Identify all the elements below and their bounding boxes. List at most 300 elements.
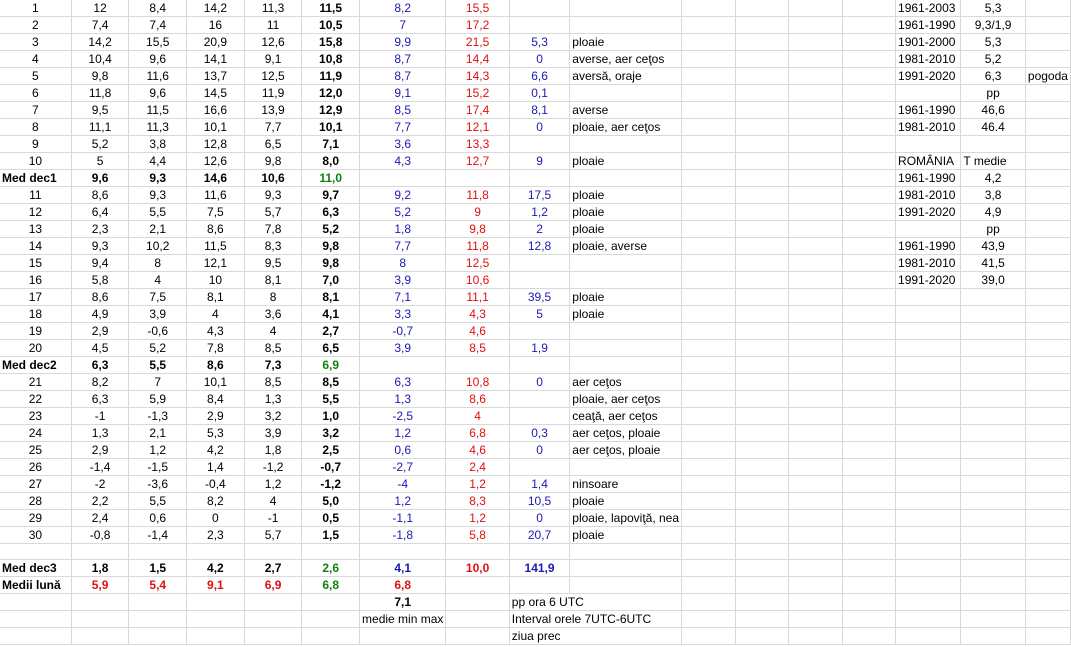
phenomena-cell[interactable]: ploaie [570, 493, 682, 510]
empty-cell[interactable] [682, 17, 736, 34]
value-cell-c3[interactable]: 1,4 [187, 459, 245, 476]
value-cell-c2[interactable]: 3,8 [129, 136, 187, 153]
max-temp-cell[interactable]: 9,8 [446, 221, 509, 238]
value-cell-c4[interactable] [244, 594, 302, 611]
empty-cell[interactable] [842, 476, 896, 493]
empty-cell[interactable] [842, 560, 896, 577]
empty-cell[interactable] [682, 340, 736, 357]
empty-cell[interactable] [735, 85, 789, 102]
min-temp-cell[interactable]: 7,7 [360, 238, 446, 255]
empty-cell[interactable] [682, 272, 736, 289]
reference-value-cell[interactable] [961, 527, 1025, 544]
note-cell[interactable]: pogoda [1025, 68, 1070, 85]
value-cell-c4[interactable]: 7,3 [244, 357, 302, 374]
mean-temp-cell[interactable]: 9,7 [302, 187, 360, 204]
value-cell-c4[interactable]: 5,7 [244, 204, 302, 221]
value-cell-c2[interactable] [129, 594, 187, 611]
row-label-cell[interactable] [0, 628, 71, 645]
max-temp-cell[interactable]: 2,4 [446, 459, 509, 476]
note-cell[interactable] [1025, 374, 1070, 391]
phenomena-cell[interactable] [570, 272, 682, 289]
empty-cell[interactable] [789, 204, 843, 221]
empty-cell[interactable] [735, 34, 789, 51]
value-cell-c1[interactable]: 8,6 [71, 187, 129, 204]
value-cell-c3[interactable]: 7,5 [187, 204, 245, 221]
value-cell-c4[interactable]: 1,8 [244, 442, 302, 459]
row-label-cell[interactable]: 26 [0, 459, 71, 476]
reference-value-cell[interactable]: 5,3 [961, 34, 1025, 51]
max-temp-cell[interactable]: 10,8 [446, 374, 509, 391]
phenomena-cell[interactable] [570, 255, 682, 272]
value-cell-c2[interactable]: 15,5 [129, 34, 187, 51]
row-label-cell[interactable]: 8 [0, 119, 71, 136]
row-label-cell[interactable]: 2 [0, 17, 71, 34]
empty-cell[interactable] [682, 306, 736, 323]
precip-cell[interactable]: 9 [509, 153, 569, 170]
min-temp-cell[interactable]: 8,7 [360, 51, 446, 68]
empty-cell[interactable] [735, 357, 789, 374]
value-cell-c4[interactable]: 8,3 [244, 238, 302, 255]
empty-cell[interactable] [735, 221, 789, 238]
value-cell-c3[interactable]: 10 [187, 272, 245, 289]
value-cell-c1[interactable]: 5,9 [71, 577, 129, 594]
precip-cell[interactable] [509, 323, 569, 340]
max-temp-cell[interactable]: 15,5 [446, 0, 509, 17]
empty-cell[interactable] [735, 510, 789, 527]
empty-cell[interactable] [842, 306, 896, 323]
value-cell-c4[interactable]: 9,3 [244, 187, 302, 204]
value-cell-c4[interactable]: 3,6 [244, 306, 302, 323]
period-cell[interactable] [896, 357, 961, 374]
mean-temp-cell[interactable]: 7,0 [302, 272, 360, 289]
empty-cell[interactable] [842, 119, 896, 136]
note-cell[interactable] [1025, 594, 1070, 611]
value-cell-c3[interactable]: 4,2 [187, 560, 245, 577]
mean-temp-cell[interactable] [302, 611, 360, 628]
period-cell[interactable]: 1981-2010 [896, 255, 961, 272]
note-cell[interactable] [1025, 34, 1070, 51]
reference-value-cell[interactable]: 3,8 [961, 187, 1025, 204]
mean-temp-cell[interactable]: 11,9 [302, 68, 360, 85]
note-cell[interactable] [1025, 510, 1070, 527]
precip-cell[interactable] [509, 577, 569, 594]
reference-value-cell[interactable] [961, 594, 1025, 611]
mean-temp-cell[interactable]: 8,0 [302, 153, 360, 170]
value-cell-c2[interactable]: 7,5 [129, 289, 187, 306]
empty-cell[interactable] [735, 0, 789, 17]
empty-cell[interactable] [735, 611, 789, 628]
empty-cell[interactable] [789, 85, 843, 102]
empty-cell[interactable] [682, 119, 736, 136]
empty-cell[interactable] [682, 68, 736, 85]
precip-cell[interactable]: 0 [509, 51, 569, 68]
value-cell-c3[interactable] [187, 628, 245, 645]
reference-value-cell[interactable]: 6,3 [961, 68, 1025, 85]
min-temp-cell[interactable]: 3,9 [360, 272, 446, 289]
empty-cell[interactable] [735, 187, 789, 204]
period-cell[interactable] [896, 408, 961, 425]
value-cell-c3[interactable]: 8,6 [187, 221, 245, 238]
reference-value-cell[interactable]: 4,9 [961, 204, 1025, 221]
empty-cell[interactable] [789, 68, 843, 85]
value-cell-c1[interactable]: 2,9 [71, 323, 129, 340]
value-cell-c2[interactable]: 5,9 [129, 391, 187, 408]
note-cell[interactable] [1025, 560, 1070, 577]
phenomena-cell[interactable]: ploaie [570, 34, 682, 51]
empty-cell[interactable] [735, 204, 789, 221]
value-cell-c1[interactable]: 5,2 [71, 136, 129, 153]
value-cell-c1[interactable]: -1,4 [71, 459, 129, 476]
precip-cell[interactable]: 141,9 [509, 560, 569, 577]
max-temp-cell[interactable]: 9 [446, 204, 509, 221]
empty-cell[interactable] [842, 340, 896, 357]
min-temp-cell[interactable]: -1,1 [360, 510, 446, 527]
empty-cell[interactable] [789, 476, 843, 493]
empty-cell[interactable] [789, 187, 843, 204]
phenomena-cell[interactable]: ploaie, averse [570, 238, 682, 255]
value-cell-c2[interactable]: 9,6 [129, 51, 187, 68]
empty-cell[interactable] [789, 221, 843, 238]
value-cell-c1[interactable]: 9,4 [71, 255, 129, 272]
value-cell-c4[interactable]: 4 [244, 493, 302, 510]
phenomena-cell[interactable] [570, 323, 682, 340]
value-cell-c3[interactable]: 13,7 [187, 68, 245, 85]
max-temp-cell[interactable]: 8,6 [446, 391, 509, 408]
value-cell-c4[interactable]: 3,2 [244, 408, 302, 425]
empty-cell[interactable] [789, 272, 843, 289]
value-cell-c3[interactable] [187, 611, 245, 628]
empty-cell[interactable] [682, 0, 736, 17]
mean-temp-cell[interactable]: 8,1 [302, 289, 360, 306]
empty-cell[interactable] [789, 340, 843, 357]
max-temp-cell[interactable]: 12,7 [446, 153, 509, 170]
value-cell-c4[interactable]: 6,9 [244, 577, 302, 594]
empty-cell[interactable] [735, 255, 789, 272]
precip-cell[interactable]: 1,2 [509, 204, 569, 221]
note-cell[interactable] [1025, 391, 1070, 408]
value-cell-c3[interactable]: 14,5 [187, 85, 245, 102]
max-temp-cell[interactable]: 10,0 [446, 560, 509, 577]
empty-cell[interactable] [842, 68, 896, 85]
precip-cell[interactable]: 0 [509, 442, 569, 459]
empty-cell[interactable] [682, 255, 736, 272]
precip-cell[interactable]: 0,3 [509, 425, 569, 442]
empty-cell[interactable] [735, 136, 789, 153]
row-label-cell[interactable]: 4 [0, 51, 71, 68]
phenomena-cell[interactable] [570, 136, 682, 153]
value-cell-c3[interactable]: 12,1 [187, 255, 245, 272]
min-temp-cell[interactable]: 1,2 [360, 493, 446, 510]
max-temp-cell[interactable]: 6,8 [446, 425, 509, 442]
empty-cell[interactable] [735, 289, 789, 306]
empty-cell[interactable] [789, 119, 843, 136]
value-cell-c2[interactable]: 0,6 [129, 510, 187, 527]
phenomena-cell[interactable]: ploaie [570, 527, 682, 544]
mean-temp-cell[interactable] [302, 594, 360, 611]
value-cell-c2[interactable]: 4 [129, 272, 187, 289]
value-cell-c3[interactable]: 9,1 [187, 577, 245, 594]
row-label-cell[interactable]: 3 [0, 34, 71, 51]
value-cell-c1[interactable]: 2,2 [71, 493, 129, 510]
empty-cell[interactable] [842, 204, 896, 221]
max-temp-cell[interactable]: 8,3 [446, 493, 509, 510]
empty-cell[interactable] [682, 85, 736, 102]
min-temp-cell[interactable]: 5,2 [360, 204, 446, 221]
note-cell[interactable] [1025, 442, 1070, 459]
mean-temp-cell[interactable]: 1,5 [302, 527, 360, 544]
note-cell[interactable] [1025, 408, 1070, 425]
value-cell-c4[interactable]: 4 [244, 323, 302, 340]
min-temp-cell[interactable]: 4,1 [360, 560, 446, 577]
value-cell-c4[interactable]: -1,2 [244, 459, 302, 476]
value-cell-c3[interactable]: 2,9 [187, 408, 245, 425]
mean-temp-cell[interactable]: 9,8 [302, 255, 360, 272]
value-cell-c1[interactable]: 2,9 [71, 442, 129, 459]
empty-cell[interactable] [789, 170, 843, 187]
max-temp-cell[interactable]: 4,3 [446, 306, 509, 323]
mean-temp-cell[interactable]: 4,1 [302, 306, 360, 323]
empty-cell[interactable] [842, 374, 896, 391]
empty-cell[interactable] [735, 306, 789, 323]
max-temp-cell[interactable] [446, 611, 509, 628]
mean-temp-cell[interactable]: -1,2 [302, 476, 360, 493]
precip-cell[interactable] [509, 255, 569, 272]
empty-cell[interactable] [789, 102, 843, 119]
empty-cell[interactable] [789, 611, 843, 628]
min-temp-cell[interactable]: 7,1 [360, 289, 446, 306]
value-cell-c2[interactable]: 11,3 [129, 119, 187, 136]
note-cell[interactable] [1025, 85, 1070, 102]
precip-cell[interactable]: 20,7 [509, 527, 569, 544]
phenomena-cell[interactable]: aer ceţos, ploaie [570, 442, 682, 459]
value-cell-c1[interactable]: 8,2 [71, 374, 129, 391]
value-cell-c1[interactable]: 11,1 [71, 119, 129, 136]
value-cell-c1[interactable]: 9,5 [71, 102, 129, 119]
mean-temp-cell[interactable]: 5,2 [302, 221, 360, 238]
value-cell-c1[interactable]: 1,8 [71, 560, 129, 577]
phenomena-cell[interactable]: ploaie, aer ceţos [570, 391, 682, 408]
empty-cell[interactable] [682, 493, 736, 510]
reference-value-cell[interactable] [961, 611, 1025, 628]
phenomena-cell[interactable]: aer ceţos [570, 374, 682, 391]
value-cell-c3[interactable]: -0,4 [187, 476, 245, 493]
precip-cell[interactable]: 12,8 [509, 238, 569, 255]
value-cell-c1[interactable]: 6,3 [71, 357, 129, 374]
note-cell[interactable] [1025, 544, 1070, 560]
note-cell[interactable] [1025, 0, 1070, 17]
max-temp-cell[interactable]: 4 [446, 408, 509, 425]
min-temp-cell[interactable]: 6,8 [360, 577, 446, 594]
row-label-cell[interactable]: 5 [0, 68, 71, 85]
max-temp-cell[interactable]: 17,4 [446, 102, 509, 119]
min-temp-cell[interactable]: -4 [360, 476, 446, 493]
value-cell-c4[interactable]: 8 [244, 289, 302, 306]
reference-value-cell[interactable]: 46,6 [961, 102, 1025, 119]
value-cell-c4[interactable]: 12,5 [244, 68, 302, 85]
value-cell-c2[interactable]: 7,4 [129, 17, 187, 34]
period-cell[interactable] [896, 323, 961, 340]
min-temp-cell[interactable]: 8,7 [360, 68, 446, 85]
value-cell-c2[interactable]: 10,2 [129, 238, 187, 255]
empty-cell[interactable] [842, 577, 896, 594]
row-label-cell[interactable]: 9 [0, 136, 71, 153]
min-temp-cell[interactable]: -2,7 [360, 459, 446, 476]
value-cell-c2[interactable]: 9,3 [129, 187, 187, 204]
empty-cell[interactable] [789, 594, 843, 611]
mean-temp-cell[interactable]: 12,9 [302, 102, 360, 119]
reference-value-cell[interactable]: 5,3 [961, 0, 1025, 17]
precip-cell[interactable]: 8,1 [509, 102, 569, 119]
value-cell-c4[interactable]: 8,1 [244, 272, 302, 289]
row-label-cell[interactable]: 17 [0, 289, 71, 306]
mean-temp-cell[interactable]: 2,7 [302, 323, 360, 340]
min-temp-cell[interactable]: 7,1 [360, 594, 446, 611]
precip-cell[interactable]: 0,1 [509, 85, 569, 102]
value-cell-c1[interactable] [71, 611, 129, 628]
value-cell-c2[interactable]: 1,5 [129, 560, 187, 577]
max-temp-cell[interactable]: 10,6 [446, 272, 509, 289]
period-cell[interactable] [896, 577, 961, 594]
empty-cell[interactable] [789, 442, 843, 459]
reference-value-cell[interactable] [961, 442, 1025, 459]
min-temp-cell[interactable]: 0,6 [360, 442, 446, 459]
period-cell[interactable] [896, 476, 961, 493]
value-cell-c4[interactable]: 13,9 [244, 102, 302, 119]
min-temp-cell[interactable]: 9,9 [360, 34, 446, 51]
mean-temp-cell[interactable]: 7,1 [302, 136, 360, 153]
max-temp-cell[interactable]: 1,2 [446, 510, 509, 527]
value-cell-c3[interactable]: 8,6 [187, 357, 245, 374]
reference-value-cell[interactable] [961, 510, 1025, 527]
empty-cell[interactable] [789, 527, 843, 544]
note-cell[interactable] [1025, 289, 1070, 306]
period-cell[interactable] [896, 221, 961, 238]
value-cell-c2[interactable]: 5,5 [129, 493, 187, 510]
precip-cell[interactable] [509, 391, 569, 408]
note-cell[interactable] [1025, 340, 1070, 357]
precip-cell[interactable]: 1,4 [509, 476, 569, 493]
empty-cell[interactable] [842, 170, 896, 187]
note-cell[interactable] [1025, 51, 1070, 68]
phenomena-cell[interactable]: ploaie [570, 221, 682, 238]
period-cell[interactable]: 1961-1990 [896, 170, 961, 187]
value-cell-c3[interactable]: 14,6 [187, 170, 245, 187]
period-cell[interactable] [896, 136, 961, 153]
precip-cell[interactable] [509, 272, 569, 289]
empty-cell[interactable] [735, 391, 789, 408]
period-cell[interactable] [896, 459, 961, 476]
reference-value-cell[interactable]: 41,5 [961, 255, 1025, 272]
value-cell-c4[interactable]: 7,8 [244, 221, 302, 238]
value-cell-c3[interactable] [187, 594, 245, 611]
note-cell[interactable] [1025, 17, 1070, 34]
empty-cell[interactable] [682, 442, 736, 459]
value-cell-c2[interactable]: 5,5 [129, 357, 187, 374]
note-cell[interactable] [1025, 357, 1070, 374]
value-cell-c3[interactable]: 11,6 [187, 187, 245, 204]
value-cell-c2[interactable]: -3,6 [129, 476, 187, 493]
empty-cell[interactable] [842, 136, 896, 153]
value-cell-c4[interactable] [244, 628, 302, 645]
row-label-cell[interactable]: 27 [0, 476, 71, 493]
reference-value-cell[interactable]: 43,9 [961, 238, 1025, 255]
phenomena-cell[interactable]: ploaie [570, 153, 682, 170]
row-label-cell[interactable]: 18 [0, 306, 71, 323]
mean-temp-cell[interactable]: 5,0 [302, 493, 360, 510]
empty-cell[interactable] [682, 136, 736, 153]
empty-cell[interactable] [842, 272, 896, 289]
empty-cell[interactable] [842, 510, 896, 527]
empty-cell[interactable] [789, 17, 843, 34]
value-cell-c3[interactable]: 4 [187, 306, 245, 323]
row-label-cell[interactable]: Med dec2 [0, 357, 71, 374]
note-cell[interactable] [1025, 272, 1070, 289]
reference-value-cell[interactable] [961, 459, 1025, 476]
value-cell-c3[interactable]: 0 [187, 510, 245, 527]
value-cell-c2[interactable]: 5,4 [129, 577, 187, 594]
max-temp-cell[interactable]: 17,2 [446, 17, 509, 34]
value-cell-c2[interactable]: 2,1 [129, 221, 187, 238]
precip-cell[interactable]: 0 [509, 119, 569, 136]
period-cell[interactable] [896, 510, 961, 527]
row-label-cell[interactable]: 13 [0, 221, 71, 238]
empty-cell[interactable] [682, 391, 736, 408]
period-cell[interactable] [896, 306, 961, 323]
row-label-cell[interactable]: Med dec1 [0, 170, 71, 187]
value-cell-c2[interactable]: 11,6 [129, 68, 187, 85]
value-cell-c3[interactable]: 5,3 [187, 425, 245, 442]
value-cell-c4[interactable]: 1,2 [244, 476, 302, 493]
value-cell-c3[interactable]: 2,3 [187, 527, 245, 544]
max-temp-cell[interactable] [446, 594, 509, 611]
period-cell[interactable]: 1991-2020 [896, 272, 961, 289]
reference-value-cell[interactable]: 4,2 [961, 170, 1025, 187]
value-cell-c1[interactable]: 5,8 [71, 272, 129, 289]
row-label-cell[interactable]: 28 [0, 493, 71, 510]
min-temp-cell[interactable]: 9,2 [360, 187, 446, 204]
row-label-cell[interactable]: 11 [0, 187, 71, 204]
period-cell[interactable]: ROMÂNIA [896, 153, 961, 170]
reference-value-cell[interactable]: 9,3/1,9 [961, 17, 1025, 34]
phenomena-cell[interactable]: ploaie, aer ceţos [570, 119, 682, 136]
value-cell-c4[interactable]: 1,3 [244, 391, 302, 408]
min-temp-cell[interactable]: -1,8 [360, 527, 446, 544]
mean-temp-cell[interactable]: 2,6 [302, 560, 360, 577]
max-temp-cell[interactable] [446, 628, 509, 645]
reference-value-cell[interactable]: 46.4 [961, 119, 1025, 136]
value-cell-c4[interactable]: 12,6 [244, 34, 302, 51]
value-cell-c1[interactable] [71, 594, 129, 611]
empty-cell[interactable] [682, 323, 736, 340]
empty-cell[interactable] [735, 51, 789, 68]
value-cell-c4[interactable]: 5,7 [244, 527, 302, 544]
empty-cell[interactable] [682, 476, 736, 493]
value-cell-c2[interactable]: -0,6 [129, 323, 187, 340]
note-cell[interactable] [1025, 577, 1070, 594]
empty-cell[interactable] [789, 374, 843, 391]
empty-cell[interactable] [682, 628, 736, 645]
value-cell-c2[interactable]: -1,3 [129, 408, 187, 425]
empty-cell[interactable] [789, 459, 843, 476]
empty-cell[interactable] [789, 357, 843, 374]
min-temp-cell[interactable] [360, 628, 446, 645]
period-cell[interactable] [896, 594, 961, 611]
phenomena-cell[interactable] [570, 357, 682, 374]
reference-value-cell[interactable] [961, 323, 1025, 340]
note-cell[interactable] [1025, 527, 1070, 544]
empty-cell[interactable] [789, 34, 843, 51]
value-cell-c1[interactable]: 2,3 [71, 221, 129, 238]
